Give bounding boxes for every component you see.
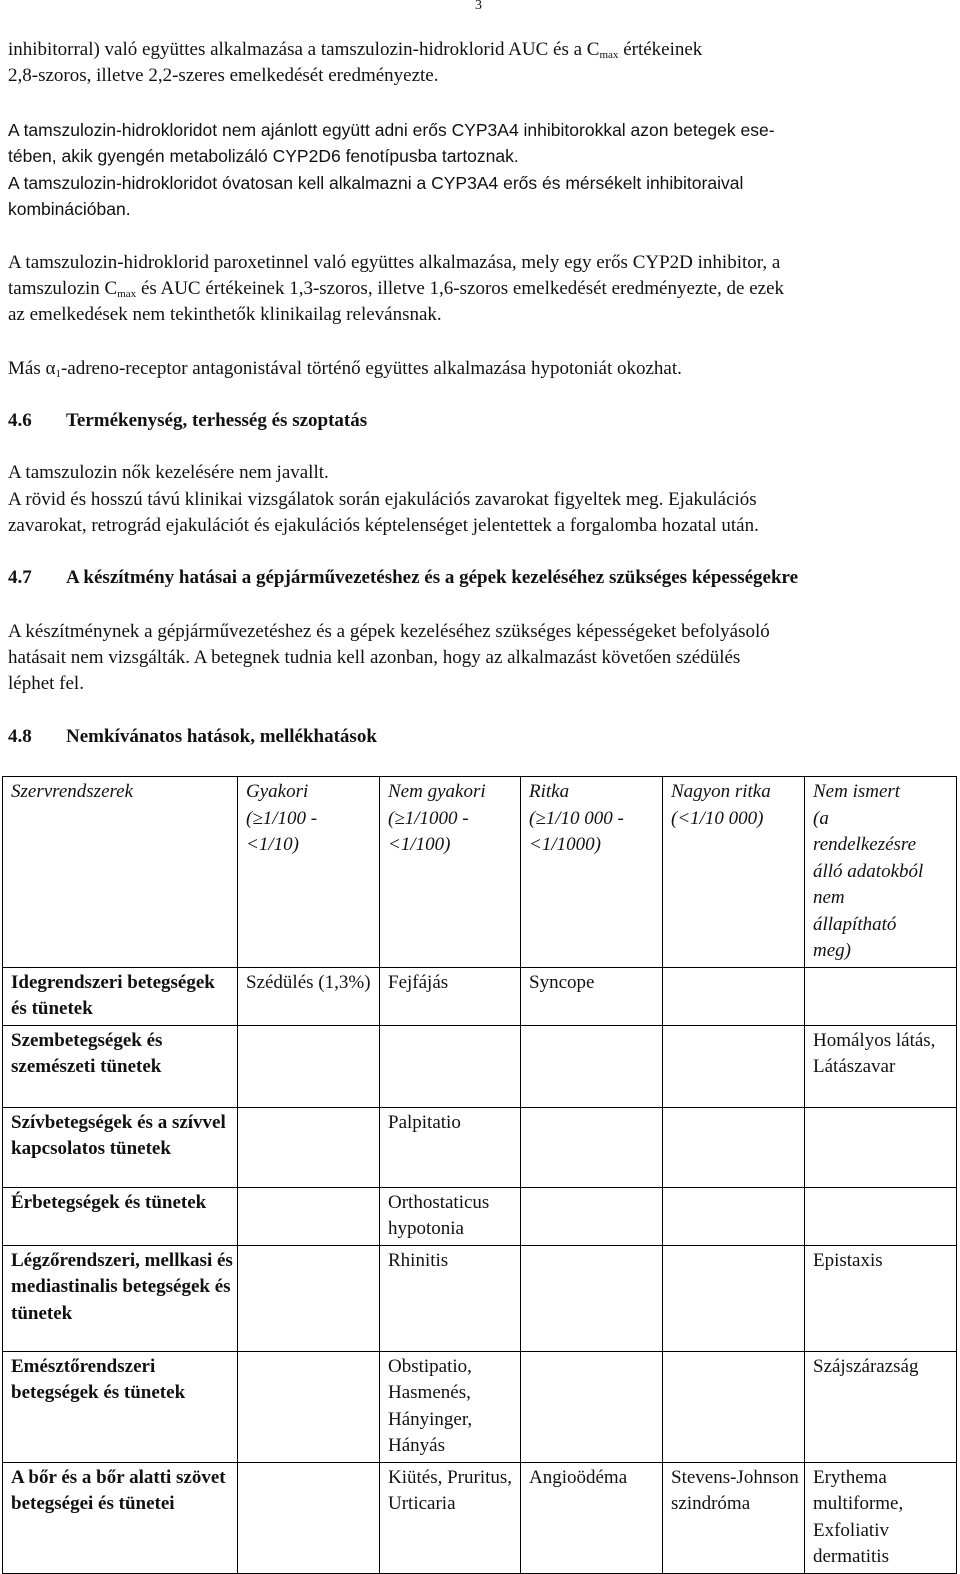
cell-unknown	[805, 1187, 957, 1245]
cell-very-rare	[663, 1351, 805, 1462]
cell-common	[238, 1107, 380, 1187]
paragraph-line: léphet fel.	[8, 673, 84, 694]
paragraph-line: tamszulozin $C_{max}$ és AUC értékeinek 1,3-szoros, illetve 1,6-szoros emelkedését eredményezte, de ezek	[8, 278, 785, 300]
cell-rare	[521, 1351, 663, 1462]
cell-uncommon: Orthostaticus hypotonia	[380, 1187, 521, 1245]
page-number: 3	[475, 0, 482, 13]
section-heading-4-8: 4.8 Nemkívánatos hatások, mellékhatások	[8, 726, 377, 747]
cell-very-rare	[663, 1245, 805, 1351]
cell-soc: Szívbetegségek és a szívvel kapcsolatos tünetek	[3, 1107, 238, 1187]
cell-soc: Szembetegségek és szemészeti tünetek	[3, 1025, 238, 1107]
cell-rare	[521, 1187, 663, 1245]
cell-common	[238, 1187, 380, 1245]
table-row	[3, 1107, 957, 1187]
table-row	[3, 1462, 957, 1573]
cell-soc: Légzőrendszeri, mellkasi és mediastinalis betegségek és tünetek	[3, 1245, 238, 1351]
paragraph-line: hatásait nem vizsgálták. A betegnek tudnia kell azonban, hogy az alkalmazást követően szédülés	[8, 647, 741, 668]
cell-common	[238, 1351, 380, 1462]
cell-soc: A bőr és a bőr alatti szövet betegségei és tünetei	[3, 1462, 238, 1573]
cell-unknown: Homályos látás, Látászavar	[805, 1025, 957, 1107]
cell-unknown: Szájszárazság	[805, 1351, 957, 1462]
cell-rare	[521, 1025, 663, 1107]
paragraph-line: A készítménynek a gépjárművezetéshez és a gépek kezeléséhez szükséges képességeket befolyásoló	[8, 621, 770, 642]
cell-common	[238, 1245, 380, 1351]
cell-soc: Idegrendszeri betegségek és tünetek	[3, 967, 238, 1025]
paragraph-line: az emelkedések nem tekinthetők klinikailag relevánsnak.	[8, 304, 442, 325]
cell-very-rare	[663, 1187, 805, 1245]
paragraph-line: kombinációban.	[8, 199, 131, 219]
paragraph-line: tében, akik gyengén metabolizáló CYP2D6 fenotípusba tartoznak.	[8, 146, 519, 166]
cell-common	[238, 1025, 380, 1107]
header-common: Gyakori (≥1/100 - <1/10)	[238, 777, 380, 968]
paragraph-line: inhibitorral) való együttes alkalmazása a tamszulozin-hidroklorid AUC és a $C_{max}$ értékeinek	[8, 39, 703, 61]
paragraph-line: A tamszulozin-hidrokloridot óvatosan kell alkalmazni a CYP3A4 erős és mérsékelt inhibitoraival	[8, 173, 744, 193]
cell-unknown: Epistaxis	[805, 1245, 957, 1351]
cell-uncommon	[380, 1025, 521, 1107]
adverse-effects-table	[2, 776, 957, 1574]
cell-soc: Érbetegségek és tünetek	[3, 1187, 238, 1245]
cell-unknown: Erythema multiforme, Exfoliativ dermatitis	[805, 1462, 957, 1573]
section-heading-4-7: 4.7 A készítmény hatásai a gépjárművezetéshez és a gépek kezeléséhez szükséges képességekre	[8, 567, 799, 588]
cell-rare: Syncope	[521, 967, 663, 1025]
table-row	[3, 1187, 957, 1245]
cell-rare	[521, 1107, 663, 1187]
paragraph-line: Más $\alpha_1-adreno$-receptor antagonistával történő együttes alkalmazása hypotoniát okozhat.	[8, 358, 682, 380]
header-soc: Szervrendszerek	[3, 777, 238, 968]
header-rare: Ritka (≥1/10 000 - <1/1000)	[521, 777, 663, 968]
section-heading-4-6: 4.6 Termékenység, terhesség és szoptatás	[8, 410, 368, 431]
cell-uncommon: Fejfájás	[380, 967, 521, 1025]
cell-uncommon: Obstipatio, Hasmenés, Hányinger, Hányás	[380, 1351, 521, 1462]
paragraph-line: A tamszulozin-hidrokloridot nem ajánlott együtt adni erős CYP3A4 inhibitorokkal azon betegek ese-	[8, 120, 775, 140]
table-row	[3, 1351, 957, 1462]
header-very-rare: Nagyon ritka (<1/10 000)	[663, 777, 805, 968]
cell-soc: Emésztőrendszeri betegségek és tünetek	[3, 1351, 238, 1462]
paragraph-line: 2,8-szoros, illetve 2,2-szeres emelkedését eredményezte.	[8, 65, 439, 86]
cell-very-rare	[663, 1107, 805, 1187]
cell-very-rare	[663, 1025, 805, 1107]
cell-common	[238, 1462, 380, 1573]
header-unknown: Nem ismert (a rendelkezésre álló adatokból nem állapítható meg)	[805, 777, 957, 968]
cell-uncommon: Palpitatio	[380, 1107, 521, 1187]
cell-very-rare	[663, 967, 805, 1025]
cell-uncommon: Rhinitis	[380, 1245, 521, 1351]
table-row	[3, 1025, 957, 1107]
table-row	[3, 967, 957, 1025]
cell-rare: Angioödéma	[521, 1462, 663, 1573]
cell-unknown	[805, 967, 957, 1025]
cell-uncommon: Kiütés, Pruritus, Urticaria	[380, 1462, 521, 1573]
cell-common: Szédülés (1,3%)	[238, 967, 380, 1025]
table-row	[3, 1245, 957, 1351]
cell-very-rare: Stevens-Johnson szindróma	[663, 1462, 805, 1573]
paragraph-line: A tamszulozin nők kezelésére nem javallt.	[8, 462, 329, 483]
paragraph-line: A rövid és hosszú távú klinikai vizsgálatok során ejakulációs zavarokat figyeltek meg. Ejakulációs	[8, 489, 757, 510]
header-uncommon: Nem gyakori (≥1/1000 - <1/100)	[380, 777, 521, 968]
cell-unknown	[805, 1107, 957, 1187]
table-header-row	[3, 777, 957, 968]
paragraph-line: zavarokat, retrográd ejakulációt és ejakulációs képtelenséget jelentettek a forgalomba hozatal után.	[8, 515, 759, 536]
cell-rare	[521, 1245, 663, 1351]
paragraph-line: A tamszulozin-hidroklorid paroxetinnel való együttes alkalmazása, mely egy erős CYP2D inhibitor, a	[8, 252, 781, 273]
